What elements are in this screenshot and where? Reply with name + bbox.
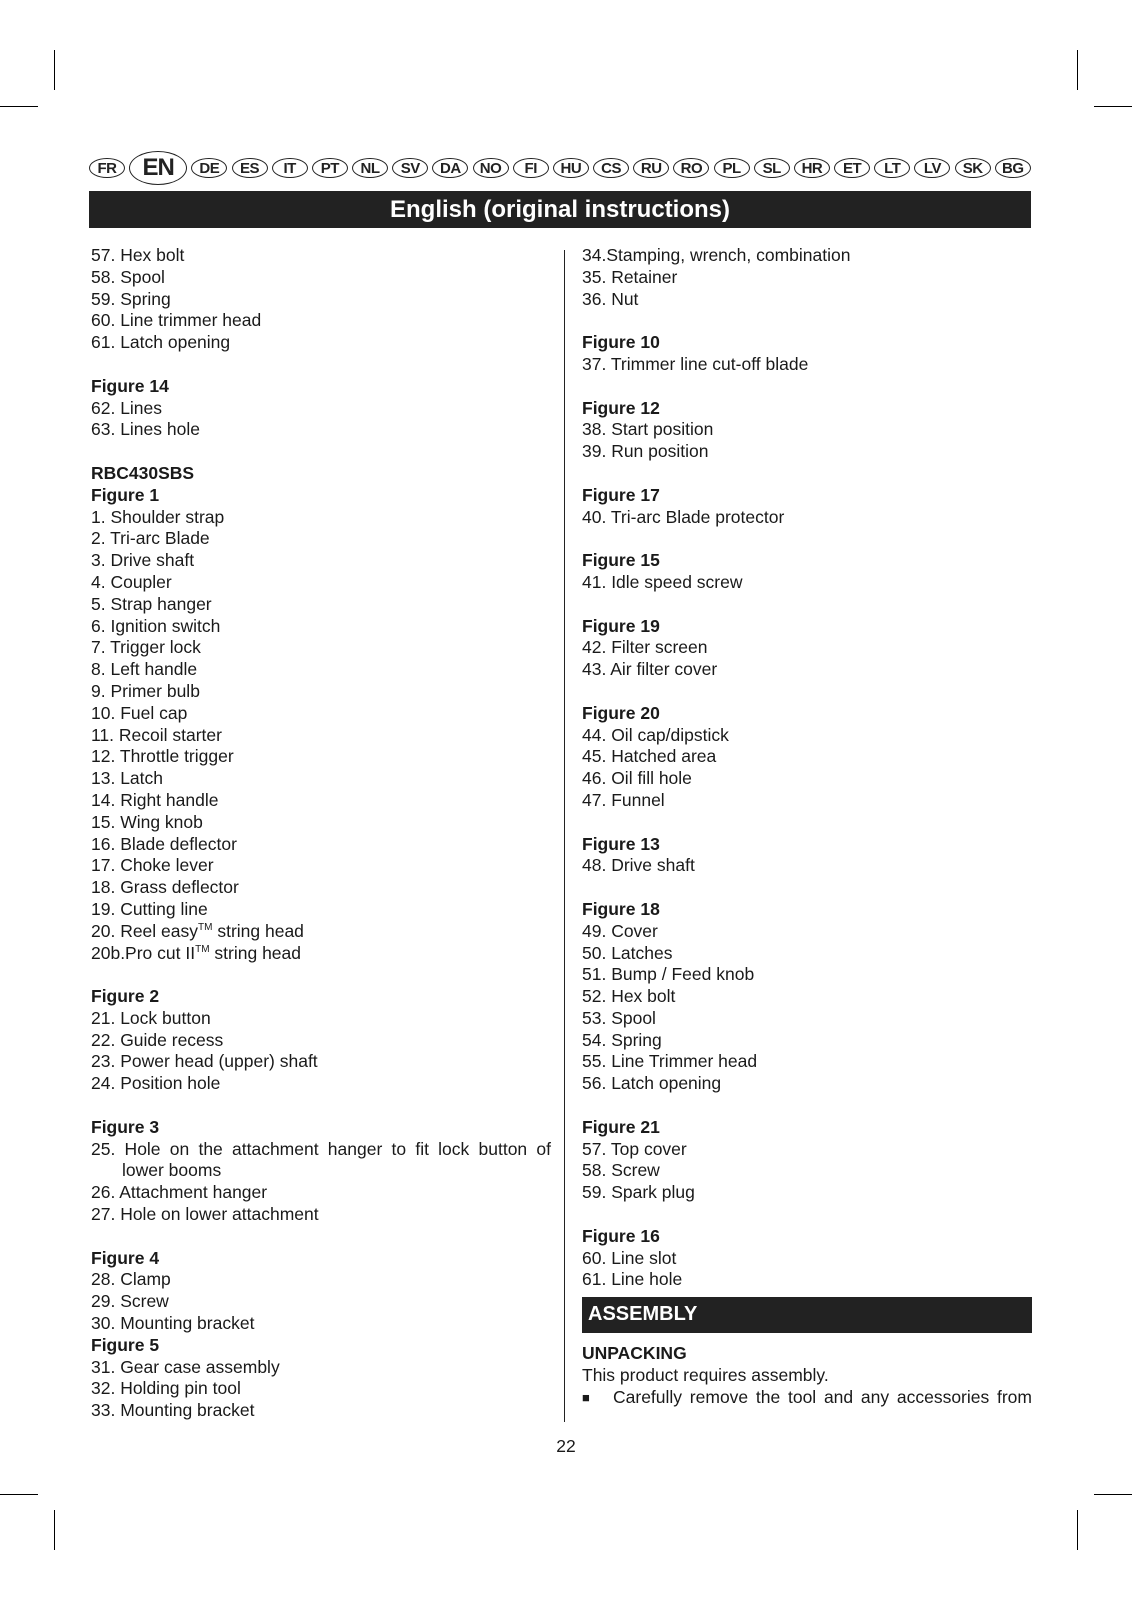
list-item: 60. Line slot	[582, 1247, 677, 1268]
list-item: 61. Latch opening	[91, 332, 231, 353]
language-tab-pt[interactable]: PT	[312, 158, 348, 178]
list-item: 9. Primer bulb	[91, 680, 200, 701]
list-item: 1. Shoulder strap	[91, 506, 225, 527]
list-item: 20b.Pro cut II™ string head	[91, 942, 301, 963]
spacer	[582, 594, 1032, 616]
language-tab-bg[interactable]: BG	[995, 158, 1031, 178]
list-item: 55. Line Trimmer head	[582, 1051, 758, 1072]
language-tab-da[interactable]: DA	[432, 158, 468, 178]
section-heading: Figure 12	[582, 397, 660, 418]
section-heading: Figure 21	[582, 1116, 660, 1137]
list-item: 10. Fuel cap	[91, 702, 188, 723]
crop-mark	[1077, 1510, 1078, 1550]
language-tab-et[interactable]: ET	[834, 158, 870, 178]
left-column	[91, 245, 551, 1422]
list-item: 39. Run position	[582, 441, 709, 462]
list-item: 57. Top cover	[582, 1138, 687, 1159]
section-heading: Figure 10	[582, 332, 660, 353]
language-tab-sv[interactable]: SV	[392, 158, 428, 178]
section-title-bar: ASSEMBLY	[582, 1297, 1032, 1333]
list-item: 44. Oil cap/dipstick	[582, 724, 729, 745]
list-item: 3. Drive shaft	[91, 550, 195, 571]
list-item: 15. Wing knob	[91, 811, 203, 832]
list-item: 17. Choke lever	[91, 855, 214, 876]
language-tab-ru[interactable]: RU	[633, 158, 669, 178]
list-item: 43. Air filter cover	[582, 659, 718, 680]
list-item: 8. Left handle	[91, 659, 198, 680]
list-item: 36. Nut	[582, 288, 639, 309]
language-selector	[89, 152, 1031, 184]
section-heading: Figure 13	[582, 833, 660, 854]
section-heading: Figure 4	[91, 1247, 160, 1268]
spacer	[582, 1095, 1032, 1117]
section-heading: Figure 18	[582, 898, 660, 919]
crop-mark	[54, 50, 55, 90]
list-item: 34.Stamping, wrench, combination	[582, 245, 851, 265]
language-tab-en[interactable]: EN	[129, 151, 187, 185]
crop-mark	[0, 1494, 38, 1495]
list-item: 13. Latch	[91, 768, 163, 789]
spacer	[91, 441, 551, 463]
list-item: 62. Lines	[91, 397, 163, 418]
list-item: 49. Cover	[582, 920, 658, 941]
crop-mark	[1094, 106, 1132, 107]
list-item: 59. Spring	[91, 288, 171, 309]
list-item: 45. Hatched area	[582, 746, 717, 767]
list-item: 58. Spool	[91, 266, 165, 287]
bullet-text: Carefully remove the tool and any accessories from	[613, 1386, 1032, 1407]
list-item: 58. Screw	[582, 1160, 660, 1181]
language-tab-nl[interactable]: NL	[352, 158, 388, 178]
language-tab-lt[interactable]: LT	[874, 158, 910, 178]
section-heading: Figure 2	[91, 986, 160, 1007]
spacer	[582, 1204, 1032, 1226]
list-item: 61. Line hole	[582, 1269, 683, 1290]
list-item: 46. Oil fill hole	[582, 768, 692, 789]
section-heading: Figure 17	[582, 484, 660, 505]
list-item: 30. Mounting bracket	[91, 1313, 255, 1334]
list-item: 54. Spring	[582, 1029, 662, 1050]
list-item: 33. Mounting bracket	[91, 1400, 255, 1421]
list-item: 20. Reel easy™ string head	[91, 920, 304, 941]
list-item: 52. Hex bolt	[582, 986, 676, 1007]
language-tab-fr[interactable]: FR	[89, 158, 125, 178]
list-item: 53. Spool	[582, 1007, 656, 1028]
section-heading: Figure 20	[582, 702, 660, 723]
section-heading: Figure 14	[91, 375, 169, 396]
list-item: 11. Recoil starter	[91, 724, 222, 745]
list-item: 60. Line trimmer head	[91, 310, 262, 331]
list-item: 35. Retainer	[582, 266, 678, 287]
list-item: 32. Holding pin tool	[91, 1378, 241, 1399]
list-item: 7. Trigger lock	[91, 637, 201, 658]
list-item: 29. Screw	[91, 1291, 169, 1312]
section-heading: Figure 3	[91, 1116, 160, 1137]
list-item: 47. Funnel	[582, 789, 665, 810]
list-item: 40. Tri-arc Blade protector	[582, 506, 785, 527]
list-item: 18. Grass deflector	[91, 877, 239, 898]
list-item: 25. Hole on the attachment hanger to fit lock button of lower booms	[91, 1138, 551, 1181]
column-divider	[564, 250, 565, 1422]
language-tab-lv[interactable]: LV	[914, 158, 950, 178]
list-item: 27. Hole on lower attachment	[91, 1204, 319, 1225]
page-number: 22	[556, 1436, 576, 1456]
list-item: 38. Start position	[582, 419, 714, 440]
language-tab-cs[interactable]: CS	[593, 158, 629, 178]
list-item: 48. Drive shaft	[582, 855, 695, 876]
list-item: 42. Filter screen	[582, 637, 708, 658]
list-item: 22. Guide recess	[91, 1029, 224, 1050]
bullet-square-icon: ■	[582, 1389, 590, 1405]
list-item: 12. Throttle trigger	[91, 746, 234, 767]
language-tab-hu[interactable]: HU	[553, 158, 589, 178]
section-heading: Figure 5	[91, 1334, 160, 1355]
language-tab-pl[interactable]: PL	[714, 158, 750, 178]
list-item: 28. Clamp	[91, 1269, 171, 1290]
spacer	[91, 1226, 551, 1248]
section-heading: Figure 1	[91, 484, 160, 505]
section-heading: Figure 19	[582, 615, 660, 636]
language-tab-fi[interactable]: FI	[513, 158, 549, 178]
spacer	[582, 528, 1032, 550]
crop-mark	[0, 106, 38, 107]
spacer	[582, 877, 1032, 899]
section-heading: Figure 15	[582, 550, 660, 571]
list-item: 56. Latch opening	[582, 1073, 722, 1094]
trademark-mark: TM	[195, 943, 210, 955]
crop-mark	[1077, 50, 1078, 90]
spacer	[582, 310, 1032, 332]
spacer	[91, 1095, 551, 1117]
list-item: 63. Lines hole	[91, 419, 200, 440]
right-column	[582, 245, 1032, 1409]
bullet-item	[582, 1387, 1032, 1409]
section-heading: RBC430SBS	[91, 462, 195, 483]
language-tab-es[interactable]: ES	[232, 158, 268, 178]
list-item: 4. Coupler	[91, 571, 172, 592]
list-item: 51. Bump / Feed knob	[582, 964, 755, 985]
spacer	[582, 812, 1032, 834]
list-item: 21. Lock button	[91, 1007, 211, 1028]
list-item: 50. Latches	[582, 942, 673, 963]
spacer	[582, 681, 1032, 703]
section-heading: UNPACKING	[582, 1343, 687, 1364]
list-item: 41. Idle speed screw	[582, 571, 743, 592]
language-tab-ro[interactable]: RO	[673, 158, 709, 178]
list-item: 19. Cutting line	[91, 898, 208, 919]
trademark-mark: TM	[198, 921, 213, 933]
spacer	[91, 964, 551, 986]
list-item: 23. Power head (upper) shaft	[91, 1051, 318, 1072]
list-item: 5. Strap hanger	[91, 593, 212, 614]
list-item: 31. Gear case assembly	[91, 1356, 280, 1377]
language-tab-no[interactable]: NO	[473, 158, 509, 178]
list-item: 2. Tri-arc Blade	[91, 528, 210, 549]
list-item: 26. Attachment hanger	[91, 1182, 268, 1203]
spacer	[91, 354, 551, 376]
list-item: 6. Ignition switch	[91, 615, 221, 636]
language-tab-it[interactable]: IT	[272, 158, 308, 178]
language-tab-hr[interactable]: HR	[794, 158, 830, 178]
section-heading: Figure 16	[582, 1225, 660, 1246]
spacer	[582, 463, 1032, 485]
list-item: 37. Trimmer line cut-off blade	[582, 353, 809, 374]
crop-mark	[1094, 1494, 1132, 1495]
page-title-text: English (original instructions)	[389, 195, 730, 223]
list-item: 59. Spark plug	[582, 1182, 695, 1203]
list-item: 57. Hex bolt	[91, 245, 185, 265]
list-item: 24. Position hole	[91, 1073, 221, 1094]
crop-mark	[54, 1510, 55, 1550]
list-item: 14. Right handle	[91, 789, 219, 810]
list-item: This product requires assembly.	[582, 1365, 829, 1386]
language-tab-sk[interactable]: SK	[955, 158, 991, 178]
list-item: 16. Blade deflector	[91, 833, 237, 854]
spacer	[582, 376, 1032, 398]
language-tab-sl[interactable]: SL	[754, 158, 790, 178]
language-tab-de[interactable]: DE	[191, 158, 227, 178]
page-title	[89, 191, 1031, 228]
